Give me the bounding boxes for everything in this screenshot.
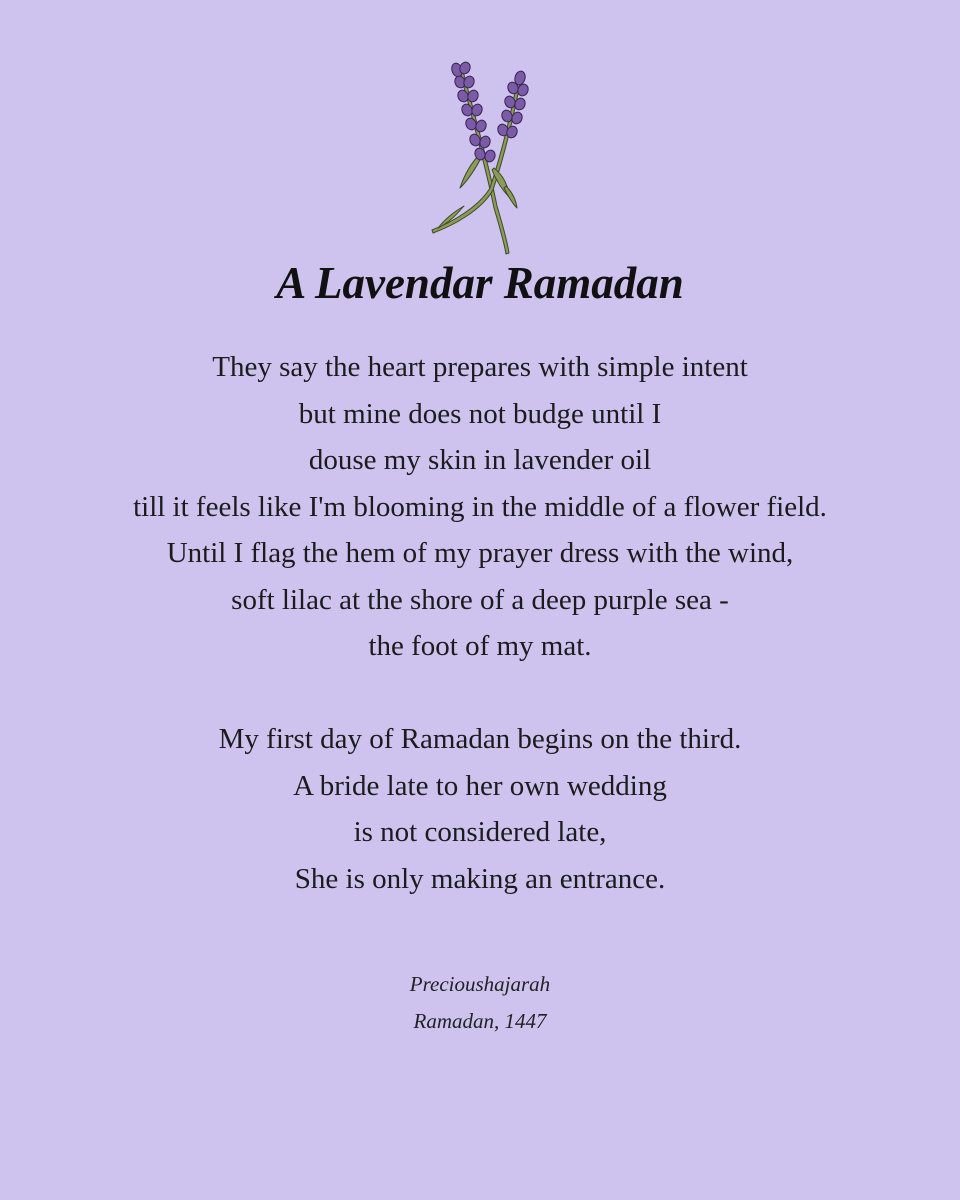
poem-line: is not considered late, (353, 816, 607, 848)
stanza-2 (0, 716, 960, 902)
poem-line: My first day of Ramadan begins on the third. (218, 723, 742, 755)
poem-line: soft lilac at the shore of a deep purple sea - (231, 583, 729, 616)
poem-line: A bride late to her own wedding (293, 769, 667, 802)
poem-line: Until I flag the hem of my prayer dress with the wind, (166, 537, 794, 569)
author-name: Precioushajarah (409, 972, 551, 996)
poem-line: They say the heart prepares with simple intent (212, 351, 748, 383)
poem-line: but mine does not budge until I (298, 397, 662, 430)
poem-title: A Lavendar Ramadan (276, 258, 684, 308)
poem-line: douse my skin in lavender oil (308, 444, 652, 476)
poem-line: She is only making an entrance. (294, 862, 666, 895)
lavender-sprig-icon (420, 58, 540, 258)
stanza-1 (0, 344, 960, 670)
poem-line: till it feels like I'm blooming in the middle of a flower field. (133, 490, 827, 523)
signature-date: Ramadan, 1447 (413, 1009, 547, 1033)
signature (0, 966, 960, 1040)
poem-line: the foot of my mat. (368, 630, 592, 662)
